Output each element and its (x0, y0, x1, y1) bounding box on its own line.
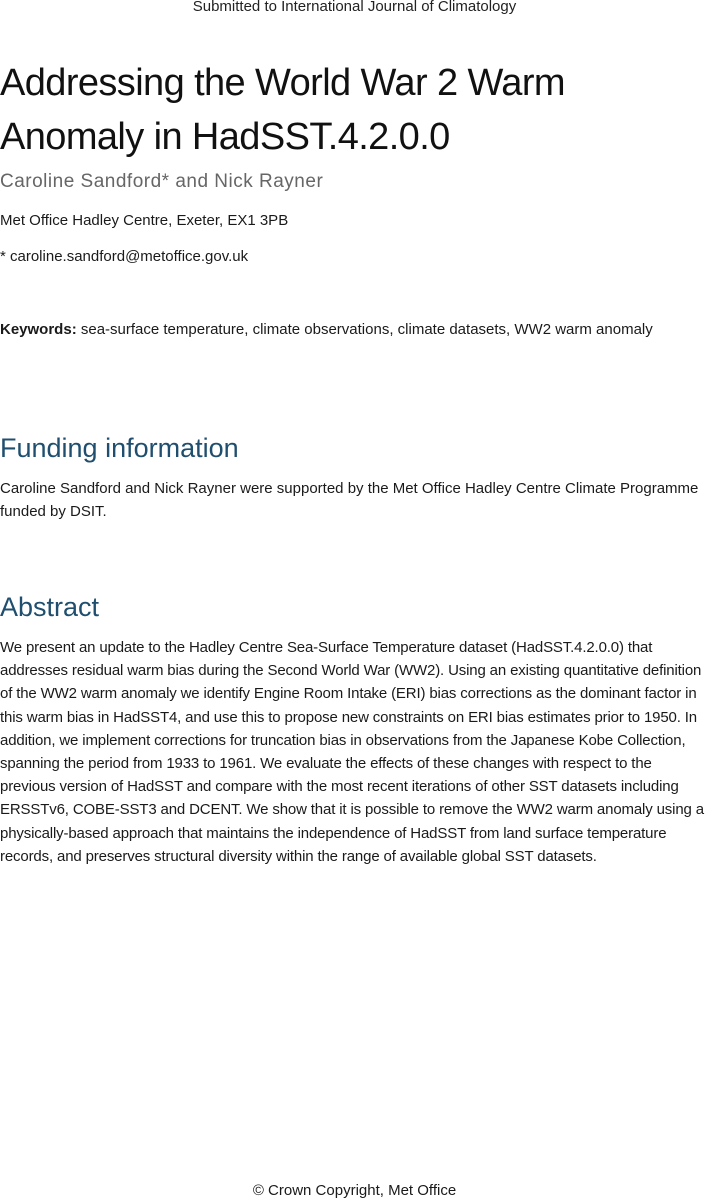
funding-text: Caroline Sandford and Nick Rayner were supported by the Met Office Hadley Centre Climate Programme funded by DSIT. (0, 480, 699, 521)
affiliation: Met Office Hadley Centre, Exeter, EX1 3PB (0, 212, 289, 229)
keywords-text: sea-surface temperature, climate observations, climate datasets, WW2 warm anomaly (76, 321, 653, 338)
corresponding-email: * caroline.sandford@metoffice.gov.uk (0, 248, 249, 265)
journal-header: Submitted to International Journal of Climatology (192, 0, 517, 15)
paper-title: Addressing the World War 2 Warm Anomaly in HadSST.4.2.0.0 (0, 62, 565, 158)
funding-heading: Funding information (0, 433, 239, 463)
copyright-footer: © Crown Copyright, Met Office (252, 1182, 457, 1199)
keywords (0, 318, 700, 341)
abstract-heading: Abstract (0, 592, 100, 622)
author-list: Caroline Sandford* and Nick Rayner (0, 171, 324, 192)
abstract-text: We present an update to the Hadley Centre Sea-Surface Temperature dataset (HadSST.4.2.0.0) that addresses residual warm bias during the Second World War (WW2). Using an existing quantitative definition of the WW2 warm anomaly we identify Engine Room Intake (ERI) bias corrections as the dominant factor in this warm bias in HadSST4, and use this to propose new constraints on ERI bias estimates prior to 1950. In addition, we implement corrections for truncation bias in observations from the Japanese Kobe Collection, spanning the period from 1933 to 1961. We evaluate the effects of these changes with respect to the previous version of HadSST and compare with the most recent iterations of other SST datasets including ERSSTv6, COBE-SST3 and DCENT. We show that it is possible to remove the WW2 warm anomaly using a physically-based approach that maintains the independence of HadSST from land surface temperature records, and preserves structural diversity within the range of available global SST datasets. (0, 639, 704, 865)
keywords-label: Keywords: (0, 321, 77, 338)
